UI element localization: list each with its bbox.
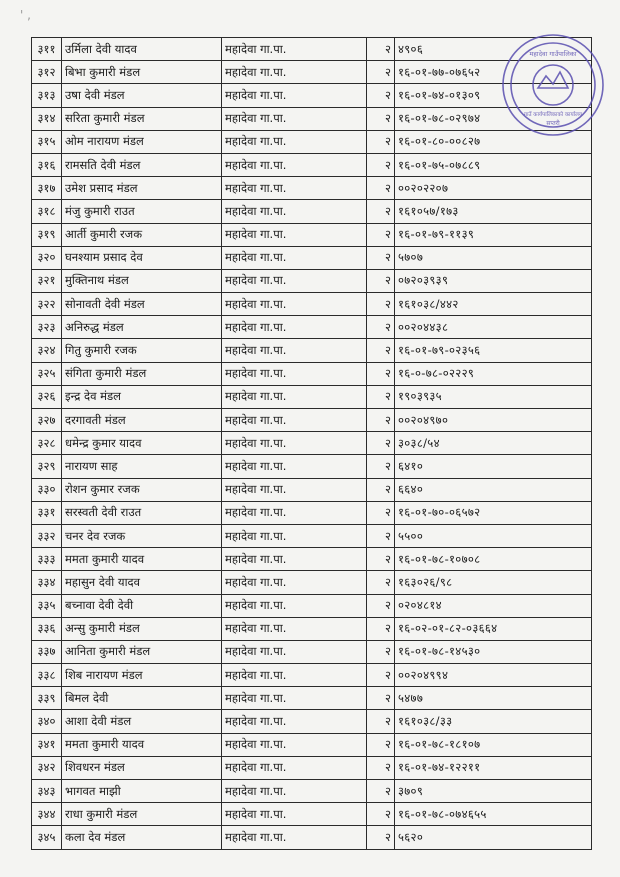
table-row bbox=[32, 710, 592, 733]
address-cell: महादेवा गा.पा. bbox=[222, 339, 367, 362]
beneficiary-table bbox=[31, 37, 592, 850]
serial-number-cell: ३१५ bbox=[32, 130, 62, 153]
ward-cell: २ bbox=[367, 571, 395, 594]
table-row bbox=[32, 293, 592, 316]
address-cell: महादेवा गा.पा. bbox=[222, 478, 367, 501]
ward-cell: २ bbox=[367, 780, 395, 803]
address-cell: महादेवा गा.पा. bbox=[222, 130, 367, 153]
table-row bbox=[32, 223, 592, 246]
serial-number-cell: ३४५ bbox=[32, 826, 62, 849]
address-cell: महादेवा गा.पा. bbox=[222, 38, 367, 61]
name-cell: रोशन कुमार रजक bbox=[62, 478, 222, 501]
serial-number-cell: ३४४ bbox=[32, 803, 62, 826]
table-body bbox=[32, 38, 592, 850]
citizenship-number-cell: १६-०१-७४-१२२११ bbox=[395, 756, 592, 779]
table-row bbox=[32, 200, 592, 223]
table-row bbox=[32, 362, 592, 385]
name-cell: कला देव मंडल bbox=[62, 826, 222, 849]
serial-number-cell: ३१४ bbox=[32, 107, 62, 130]
name-cell: गितु कुमारी रजक bbox=[62, 339, 222, 362]
address-cell: महादेवा गा.पा. bbox=[222, 223, 367, 246]
citizenship-number-cell: १६-०१-८०-००८२७ bbox=[395, 130, 592, 153]
address-cell: महादेवा गा.पा. bbox=[222, 409, 367, 432]
citizenship-number-cell: ०२०४८१४ bbox=[395, 594, 592, 617]
serial-number-cell: ३२२ bbox=[32, 293, 62, 316]
name-cell: ओम नारायण मंडल bbox=[62, 130, 222, 153]
address-cell: महादेवा गा.पा. bbox=[222, 687, 367, 710]
name-cell: मंजु कुमारी राउत bbox=[62, 200, 222, 223]
name-cell: दरगावती मंडल bbox=[62, 409, 222, 432]
municipal-seal-icon bbox=[498, 30, 608, 140]
citizenship-number-cell: १६१०३८/३३ bbox=[395, 710, 592, 733]
table-row bbox=[32, 664, 592, 687]
citizenship-number-cell: १६-०१-७८-०७४६५५ bbox=[395, 803, 592, 826]
table-row bbox=[32, 640, 592, 663]
name-cell: इन्द्र देव मंडल bbox=[62, 385, 222, 408]
table-row bbox=[32, 803, 592, 826]
table-row bbox=[32, 432, 592, 455]
table-row bbox=[32, 687, 592, 710]
ward-cell: २ bbox=[367, 130, 395, 153]
name-cell: भागवत माझी bbox=[62, 780, 222, 803]
name-cell: घनश्याम प्रसाद देव bbox=[62, 246, 222, 269]
ward-cell: २ bbox=[367, 38, 395, 61]
citizenship-number-cell: १६-०१-७८-१४५३० bbox=[395, 640, 592, 663]
ward-cell: २ bbox=[367, 432, 395, 455]
address-cell: महादेवा गा.पा. bbox=[222, 107, 367, 130]
name-cell: ममता कुमारी यादव bbox=[62, 733, 222, 756]
name-cell: उमेश प्रसाद मंडल bbox=[62, 177, 222, 200]
citizenship-number-cell: ००२०४९७० bbox=[395, 409, 592, 432]
address-cell: महादेवा गा.पा. bbox=[222, 756, 367, 779]
serial-number-cell: ३२४ bbox=[32, 339, 62, 362]
address-cell: महादेवा गा.पा. bbox=[222, 571, 367, 594]
serial-number-cell: ३४२ bbox=[32, 756, 62, 779]
name-cell: अनिरुद्ध मंडल bbox=[62, 316, 222, 339]
ward-cell: २ bbox=[367, 617, 395, 640]
name-cell: बच्नावा देवी देवी bbox=[62, 594, 222, 617]
serial-number-cell: ३१६ bbox=[32, 153, 62, 176]
table-row bbox=[32, 246, 592, 269]
table-row bbox=[32, 455, 592, 478]
citizenship-number-cell: १६३०२६/९८ bbox=[395, 571, 592, 594]
serial-number-cell: ३१८ bbox=[32, 200, 62, 223]
citizenship-number-cell: १६-०१-७९-०२३५६ bbox=[395, 339, 592, 362]
citizenship-number-cell: १६-०१-७८-०२९७४ bbox=[395, 107, 592, 130]
serial-number-cell: ३२० bbox=[32, 246, 62, 269]
citizenship-number-cell: ५६२० bbox=[395, 826, 592, 849]
table-row bbox=[32, 826, 592, 849]
citizenship-number-cell: १६-०-७८-०२२२९ bbox=[395, 362, 592, 385]
ward-cell: २ bbox=[367, 756, 395, 779]
address-cell: महादेवा गा.पा. bbox=[222, 548, 367, 571]
address-cell: महादेवा गा.पा. bbox=[222, 826, 367, 849]
table-row bbox=[32, 617, 592, 640]
address-cell: महादेवा गा.पा. bbox=[222, 733, 367, 756]
ward-cell: २ bbox=[367, 177, 395, 200]
citizenship-number-cell: ००२०४४३८ bbox=[395, 316, 592, 339]
serial-number-cell: ३३२ bbox=[32, 524, 62, 547]
ward-cell: २ bbox=[367, 246, 395, 269]
address-cell: महादेवा गा.पा. bbox=[222, 455, 367, 478]
address-cell: महादेवा गा.पा. bbox=[222, 246, 367, 269]
serial-number-cell: ३३९ bbox=[32, 687, 62, 710]
address-cell: महादेवा गा.पा. bbox=[222, 200, 367, 223]
name-cell: संगिता कुमारी मंडल bbox=[62, 362, 222, 385]
address-cell: महादेवा गा.पा. bbox=[222, 316, 367, 339]
name-cell: सरस्वती देवी राउत bbox=[62, 501, 222, 524]
name-cell: आर्ती कुमारी रजक bbox=[62, 223, 222, 246]
serial-number-cell: ३३८ bbox=[32, 664, 62, 687]
name-cell: नारायण साह bbox=[62, 455, 222, 478]
name-cell: राधा कुमारी मंडल bbox=[62, 803, 222, 826]
citizenship-number-cell: १९०३९३५ bbox=[395, 385, 592, 408]
serial-number-cell: ३३० bbox=[32, 478, 62, 501]
seal-text-top: महादेवा गाउँपालिका bbox=[529, 50, 577, 58]
name-cell: चनर देव रजक bbox=[62, 524, 222, 547]
serial-number-cell: ३३१ bbox=[32, 501, 62, 524]
name-cell: उषा देवी मंडल bbox=[62, 84, 222, 107]
seal-text-mid: गाउँ कार्यपालिकाको कार्यालय bbox=[523, 112, 583, 118]
name-cell: रामसति देवी मंडल bbox=[62, 153, 222, 176]
address-cell: महादेवा गा.पा. bbox=[222, 640, 367, 663]
ward-cell: २ bbox=[367, 153, 395, 176]
ward-cell: २ bbox=[367, 84, 395, 107]
address-cell: महादेवा गा.पा. bbox=[222, 153, 367, 176]
table-row bbox=[32, 316, 592, 339]
ward-cell: २ bbox=[367, 826, 395, 849]
serial-number-cell: ३१७ bbox=[32, 177, 62, 200]
serial-number-cell: ३११ bbox=[32, 38, 62, 61]
address-cell: महादेवा गा.पा. bbox=[222, 524, 367, 547]
serial-number-cell: ३२७ bbox=[32, 409, 62, 432]
address-cell: महादेवा गा.पा. bbox=[222, 594, 367, 617]
ward-cell: २ bbox=[367, 478, 395, 501]
name-cell: शिब नारायण मंडल bbox=[62, 664, 222, 687]
citizenship-number-cell: ४९०६ bbox=[395, 38, 592, 61]
serial-number-cell: ३१३ bbox=[32, 84, 62, 107]
address-cell: महादेवा गा.पा. bbox=[222, 780, 367, 803]
ward-cell: २ bbox=[367, 107, 395, 130]
table-row bbox=[32, 524, 592, 547]
address-cell: महादेवा गा.पा. bbox=[222, 177, 367, 200]
serial-number-cell: ३३५ bbox=[32, 594, 62, 617]
serial-number-cell: ३२६ bbox=[32, 385, 62, 408]
serial-number-cell: ३३३ bbox=[32, 548, 62, 571]
table-row bbox=[32, 733, 592, 756]
serial-number-cell: ३२३ bbox=[32, 316, 62, 339]
serial-number-cell: ३३७ bbox=[32, 640, 62, 663]
ward-cell: २ bbox=[367, 803, 395, 826]
serial-number-cell: ३३४ bbox=[32, 571, 62, 594]
address-cell: महादेवा गा.पा. bbox=[222, 664, 367, 687]
address-cell: महादेवा गा.पा. bbox=[222, 432, 367, 455]
name-cell: उर्मिला देवी यादव bbox=[62, 38, 222, 61]
name-cell: ममता कुमारी यादव bbox=[62, 548, 222, 571]
table-row bbox=[32, 756, 592, 779]
name-cell: अन्सु कुमारी मंडल bbox=[62, 617, 222, 640]
citizenship-number-cell: ६४१० bbox=[395, 455, 592, 478]
ward-cell: २ bbox=[367, 664, 395, 687]
table-row bbox=[32, 780, 592, 803]
ward-cell: २ bbox=[367, 733, 395, 756]
ward-cell: २ bbox=[367, 200, 395, 223]
ward-cell: २ bbox=[367, 293, 395, 316]
name-cell: शिवधरन मंडल bbox=[62, 756, 222, 779]
citizenship-number-cell: १६१०३८/४४२ bbox=[395, 293, 592, 316]
citizenship-number-cell: १६-०२-०१-८२-०३६६४ bbox=[395, 617, 592, 640]
ward-cell: २ bbox=[367, 524, 395, 547]
ward-cell: २ bbox=[367, 687, 395, 710]
table-row bbox=[32, 269, 592, 292]
name-cell: महासुन देवी यादव bbox=[62, 571, 222, 594]
name-cell: आशा देवी मंडल bbox=[62, 710, 222, 733]
serial-number-cell: ३२१ bbox=[32, 269, 62, 292]
name-cell: बिभा कुमारी मंडल bbox=[62, 61, 222, 84]
table-row bbox=[32, 409, 592, 432]
name-cell: आनिता कुमारी मंडल bbox=[62, 640, 222, 663]
ward-cell: २ bbox=[367, 339, 395, 362]
serial-number-cell: ३२९ bbox=[32, 455, 62, 478]
name-cell: सोनावती देवी मंडल bbox=[62, 293, 222, 316]
address-cell: महादेवा गा.पा. bbox=[222, 84, 367, 107]
citizenship-number-cell: १६-०१-७९-११३९ bbox=[395, 223, 592, 246]
address-cell: महादेवा गा.पा. bbox=[222, 385, 367, 408]
address-cell: महादेवा गा.पा. bbox=[222, 617, 367, 640]
ward-cell: २ bbox=[367, 61, 395, 84]
citizenship-number-cell: १६-०१-७८-१८१०७ bbox=[395, 733, 592, 756]
citizenship-number-cell: १६-०१-७७-०७६५२ bbox=[395, 61, 592, 84]
serial-number-cell: ३१२ bbox=[32, 61, 62, 84]
citizenship-number-cell: ००२०४९९४ bbox=[395, 664, 592, 687]
ward-cell: २ bbox=[367, 710, 395, 733]
corner-mark: ' , bbox=[20, 8, 31, 22]
serial-number-cell: ३४३ bbox=[32, 780, 62, 803]
serial-number-cell: ३३६ bbox=[32, 617, 62, 640]
table-row bbox=[32, 177, 592, 200]
citizenship-number-cell: ६६४० bbox=[395, 478, 592, 501]
ward-cell: २ bbox=[367, 548, 395, 571]
citizenship-number-cell: १६१०५७/१७३ bbox=[395, 200, 592, 223]
ward-cell: २ bbox=[367, 362, 395, 385]
address-cell: महादेवा गा.पा. bbox=[222, 501, 367, 524]
ward-cell: २ bbox=[367, 409, 395, 432]
table-row bbox=[32, 478, 592, 501]
citizenship-number-cell: ५४७७ bbox=[395, 687, 592, 710]
address-cell: महादेवा गा.पा. bbox=[222, 803, 367, 826]
table-row bbox=[32, 594, 592, 617]
citizenship-number-cell: ०७२०३९३९ bbox=[395, 269, 592, 292]
serial-number-cell: ३४१ bbox=[32, 733, 62, 756]
citizenship-number-cell: १६-०१-७०-०६५७२ bbox=[395, 501, 592, 524]
ward-cell: २ bbox=[367, 385, 395, 408]
citizenship-number-cell: १६-०१-७४-०१३०९ bbox=[395, 84, 592, 107]
ward-cell: २ bbox=[367, 455, 395, 478]
citizenship-number-cell: १६-०१-७५-०७८८९ bbox=[395, 153, 592, 176]
address-cell: महादेवा गा.पा. bbox=[222, 293, 367, 316]
name-cell: सरिता कुमारी मंडल bbox=[62, 107, 222, 130]
table-row bbox=[32, 385, 592, 408]
serial-number-cell: ३२८ bbox=[32, 432, 62, 455]
serial-number-cell: ३१९ bbox=[32, 223, 62, 246]
citizenship-number-cell: ३७०९ bbox=[395, 780, 592, 803]
citizenship-number-cell: ३०३८/५४ bbox=[395, 432, 592, 455]
name-cell: धमेन्द्र कुमार यादव bbox=[62, 432, 222, 455]
address-cell: महादेवा गा.पा. bbox=[222, 61, 367, 84]
table-row bbox=[32, 571, 592, 594]
serial-number-cell: ३४० bbox=[32, 710, 62, 733]
ward-cell: २ bbox=[367, 640, 395, 663]
name-cell: मुक्तिनाथ मंडल bbox=[62, 269, 222, 292]
ward-cell: २ bbox=[367, 223, 395, 246]
citizenship-number-cell: ५५०० bbox=[395, 524, 592, 547]
address-cell: महादेवा गा.पा. bbox=[222, 362, 367, 385]
name-cell: बिमल देवी bbox=[62, 687, 222, 710]
table-row bbox=[32, 153, 592, 176]
citizenship-number-cell: ५७०७ bbox=[395, 246, 592, 269]
table-row bbox=[32, 548, 592, 571]
ward-cell: २ bbox=[367, 501, 395, 524]
ward-cell: २ bbox=[367, 316, 395, 339]
citizenship-number-cell: ००२०२२०७ bbox=[395, 177, 592, 200]
address-cell: महादेवा गा.पा. bbox=[222, 710, 367, 733]
citizenship-number-cell: १६-०१-७८-१०७०८ bbox=[395, 548, 592, 571]
serial-number-cell: ३२५ bbox=[32, 362, 62, 385]
seal-text-bottom: सप्तरी bbox=[546, 120, 560, 127]
ward-cell: २ bbox=[367, 594, 395, 617]
address-cell: महादेवा गा.पा. bbox=[222, 269, 367, 292]
ward-cell: २ bbox=[367, 269, 395, 292]
table-row bbox=[32, 339, 592, 362]
table-row bbox=[32, 501, 592, 524]
